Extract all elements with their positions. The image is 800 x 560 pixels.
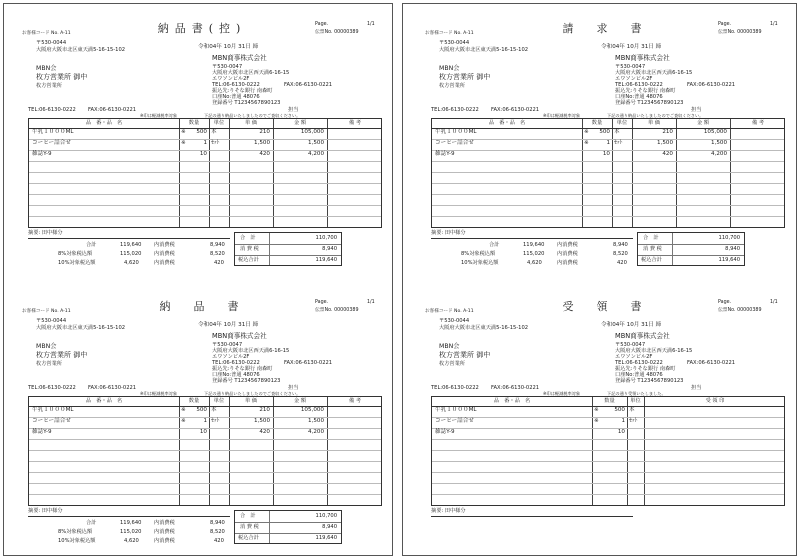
r10-value: 4,620 — [527, 260, 542, 266]
customer-address: 大阪府大阪市北区東天満5-16-15-102 — [36, 325, 126, 331]
item-name: 牛乳１０００ML — [435, 407, 477, 413]
sender-company: MBN商事株式会社 — [212, 54, 267, 62]
sender-fax: FAX:06-6130-0221 — [284, 82, 333, 88]
remark: 摘要: 田中様分 — [431, 508, 466, 514]
column-header: 品 番・品 名 — [493, 398, 531, 404]
item-price: 210 — [259, 407, 270, 413]
item-amount: 105,000 — [703, 129, 727, 135]
r10-tax: 420 — [214, 538, 224, 544]
r8-tax: 8,520 — [613, 251, 628, 257]
item-qty: 10 — [199, 151, 207, 157]
column-header: 単位 — [213, 120, 225, 126]
customer-fax: FAX:06-6130-0221 — [491, 385, 540, 391]
r8-tax-label: 内消費税 — [154, 251, 175, 257]
sender-tel: TEL:06-6130-0222 — [615, 360, 663, 366]
sender-fax: FAX:06-6130-0221 — [687, 360, 736, 366]
customer-honorific: 枚方営業所 御中 — [36, 351, 88, 359]
column-header: 数量 — [188, 120, 200, 126]
slip-number: 伝票No. 00000389 — [718, 30, 762, 35]
box-incl-label: 税込合計 — [238, 535, 259, 541]
item-amount: 4,200 — [307, 151, 324, 157]
sum-value: 119,640 — [120, 520, 142, 526]
column-header: 数量 — [591, 120, 603, 126]
customer-branch: 枚方営業所 — [439, 361, 465, 367]
column-header: 数量 — [188, 398, 200, 404]
sender-account: 口座No:普通 48076 — [212, 94, 260, 100]
page-value: 1/1 — [770, 300, 778, 305]
item-qty: 10 — [199, 429, 207, 435]
staff-label: 担当 — [691, 385, 702, 391]
reduced-mark: ※ — [594, 418, 599, 424]
reduced-mark: ※ — [584, 129, 589, 135]
box-tax: 8,940 — [322, 246, 337, 252]
sender-registration: 登録番号 T1234567890123 — [615, 378, 684, 384]
delivery-note: 下記の通り納品いたしましたのでご査収ください。 — [204, 113, 301, 118]
customer-branch: 枚方営業所 — [36, 83, 62, 89]
sum-tax: 8,940 — [613, 242, 628, 248]
column-header: 単 価 — [244, 120, 258, 126]
column-header: 受 領 印 — [705, 398, 725, 404]
customer-tel: TEL:06-6130-0222 — [28, 107, 76, 113]
item-amount: 105,000 — [300, 407, 324, 413]
item-name: 雑誌Y-9 — [435, 151, 455, 157]
staff-label: 担当 — [691, 107, 702, 113]
box-incl: 119,640 — [315, 257, 337, 263]
column-header: 品 番・品 名 — [85, 120, 123, 126]
item-qty: 10 — [617, 429, 625, 435]
item-amount: 105,000 — [300, 129, 324, 135]
reduced-mark: ※ — [181, 407, 186, 413]
column-header: 単位 — [630, 398, 641, 404]
customer-branch: 枚方営業所 — [439, 83, 465, 89]
item-name: 雑誌Y-9 — [435, 429, 455, 435]
item-unit: 本 — [211, 129, 217, 135]
sender-account: 口座No:普通 48076 — [615, 372, 663, 378]
customer-tel: TEL:06-6130-0222 — [431, 385, 479, 391]
column-header: 数量 — [604, 398, 615, 404]
column-header: 単 価 — [647, 120, 661, 126]
item-qty: 500 — [614, 407, 625, 413]
item-name: コーヒー詰合せ — [32, 418, 71, 424]
column-header: 単 価 — [244, 398, 258, 404]
column-header: 品 番・品 名 — [488, 120, 526, 126]
sender-bank: 振込先:りそな銀行 南森町 — [615, 366, 676, 372]
r8-label: 8%対象税込額 — [58, 251, 93, 257]
reduced-mark: ※ — [584, 140, 589, 146]
customer-zip: 〒530-0044 — [439, 40, 470, 46]
doc-title: 納品書(控) — [157, 22, 247, 35]
item-name: 牛乳１０００ML — [32, 407, 74, 413]
box-incl: 119,640 — [718, 257, 740, 263]
reduced-mark: ※ — [181, 418, 186, 424]
r8-tax-label: 内消費税 — [557, 251, 578, 257]
slip-number: 伝票No. 00000389 — [315, 30, 359, 35]
page-value: 1/1 — [367, 22, 375, 27]
customer-honorific: 枚方営業所 御中 — [36, 73, 88, 81]
box-tax-label: 消 費 税 — [240, 524, 259, 530]
sender-zip: 〒530-0047 — [212, 64, 243, 70]
item-price: 210 — [662, 129, 673, 135]
item-amount: 1,500 — [710, 140, 727, 146]
r10-tax-label: 内消費税 — [557, 260, 578, 266]
reduced-mark: ※ — [181, 140, 186, 146]
sender-address: 大阪府大阪市北区西天満6-16-15 — [615, 348, 693, 354]
sender-zip: 〒530-0047 — [615, 342, 646, 348]
box-incl-label: 税込合計 — [641, 257, 662, 263]
issue-date: 令和04年 10月 31日 締 — [601, 322, 662, 328]
sender-registration: 登録番号 T1234567890123 — [212, 378, 281, 384]
item-name: 牛乳１０００ML — [32, 129, 74, 135]
r8-value: 115,020 — [120, 251, 142, 257]
sender-company: MBN商事株式会社 — [212, 332, 267, 340]
sender-tel: TEL:06-6130-0222 — [212, 360, 260, 366]
remark: 摘要: 田中様分 — [28, 230, 63, 236]
reduced-rate-note: ※印は軽減税率対象 — [140, 391, 178, 396]
r8-value: 115,020 — [523, 251, 545, 257]
sum-value: 119,640 — [523, 242, 545, 248]
item-price: 420 — [662, 151, 673, 157]
r8-label: 8%対象税込額 — [58, 529, 93, 535]
item-unit: 本 — [614, 129, 620, 135]
page-label: Page. — [315, 22, 329, 27]
item-qty: 1 — [203, 418, 207, 424]
item-name: コーヒー詰合せ — [435, 418, 474, 424]
customer-tel: TEL:06-6130-0222 — [28, 385, 76, 391]
sender-fax: FAX:06-6130-0221 — [284, 360, 333, 366]
sender-address: 大阪府大阪市北区西天満6-16-15 — [212, 70, 290, 76]
customer-zip: 〒530-0044 — [36, 40, 67, 46]
sender-registration: 登録番号 T1234567890123 — [212, 100, 281, 106]
item-name: 牛乳１０００ML — [435, 129, 477, 135]
sum-tax: 8,940 — [210, 242, 225, 248]
item-amount: 1,500 — [307, 140, 324, 146]
r10-tax: 420 — [214, 260, 224, 266]
item-amount: 4,200 — [710, 151, 727, 157]
staff-label: 担当 — [288, 107, 299, 113]
page-label: Page. — [315, 300, 329, 305]
sender-zip: 〒530-0047 — [615, 64, 646, 70]
sum-tax-label: 内消費税 — [154, 242, 175, 248]
column-header: 単位 — [213, 398, 225, 404]
column-header: 備 考 — [751, 120, 765, 126]
sender-account: 口座No:普通 48076 — [212, 372, 260, 378]
item-unit: ｾｯﾄ — [211, 140, 220, 146]
customer-honorific: 枚方営業所 御中 — [439, 73, 491, 81]
column-header: 金 額 — [293, 120, 307, 126]
sender-company: MBN商事株式会社 — [615, 54, 670, 62]
item-name: コーヒー詰合せ — [435, 140, 474, 146]
delivery-note: 下記の通り受領いたしました。 — [607, 391, 666, 396]
sender-company: MBN商事株式会社 — [615, 332, 670, 340]
delivery-note: 下記の通り納品いたしましたのでご査収ください。 — [607, 113, 704, 118]
customer-fax: FAX:06-6130-0221 — [88, 385, 137, 391]
item-name: 雑誌Y-9 — [32, 429, 52, 435]
r8-tax: 8,520 — [210, 251, 225, 257]
box-total: 110,700 — [718, 235, 740, 241]
r8-label: 8%対象税込額 — [461, 251, 496, 257]
r10-tax-label: 内消費税 — [154, 260, 175, 266]
customer-branch: 枚方営業所 — [36, 361, 62, 367]
item-unit: ｾｯﾄ — [614, 140, 623, 146]
sender-zip: 〒530-0047 — [212, 342, 243, 348]
r10-label: 10%対象税込額 — [58, 260, 96, 266]
item-price: 1,500 — [253, 418, 270, 424]
customer-code: お客様コード No. A-11 — [425, 31, 474, 36]
items-table — [28, 396, 382, 506]
sender-tel: TEL:06-6130-0222 — [212, 82, 260, 88]
staff-label: 担当 — [288, 385, 299, 391]
sum-tax-label: 内消費税 — [557, 242, 578, 248]
item-unit: 本 — [629, 407, 635, 413]
doc-title: 納 品 書 — [159, 300, 245, 313]
r10-value: 4,620 — [124, 538, 139, 544]
customer-fax: FAX:06-6130-0221 — [88, 107, 137, 113]
sender-building: エワソンビル2F — [212, 354, 250, 360]
slip-br — [425, 286, 785, 552]
sender-building: エワソンビル2F — [212, 76, 250, 82]
doc-title: 受 領 書 — [562, 300, 648, 313]
item-price: 1,500 — [656, 140, 673, 146]
slip-tl — [22, 8, 382, 274]
r10-tax-label: 内消費税 — [154, 538, 175, 544]
remark-line — [28, 238, 230, 239]
page-value: 1/1 — [770, 22, 778, 27]
customer-address: 大阪府大阪市北区東天満5-16-15-102 — [439, 47, 529, 53]
slip-number: 伝票No. 00000389 — [315, 308, 359, 313]
r10-value: 4,620 — [124, 260, 139, 266]
page-label: Page. — [718, 22, 732, 27]
customer-tel: TEL:06-6130-0222 — [431, 107, 479, 113]
box-total-label: 合 計 — [240, 513, 256, 519]
issue-date: 令和04年 10月 31日 締 — [198, 322, 259, 328]
item-name: コーヒー詰合せ — [32, 140, 71, 146]
box-incl-label: 税込合計 — [238, 257, 259, 263]
box-incl: 119,640 — [315, 535, 337, 541]
item-qty: 500 — [196, 407, 207, 413]
remark: 摘要: 田中様分 — [431, 230, 466, 236]
remark-line — [28, 516, 230, 517]
item-price: 210 — [259, 129, 270, 135]
sender-address: 大阪府大阪市北区西天満6-16-15 — [615, 70, 693, 76]
item-amount: 4,200 — [307, 429, 324, 435]
remark-line — [431, 516, 633, 517]
item-qty: 1 — [621, 418, 625, 424]
slip-bl — [22, 286, 382, 552]
customer-address: 大阪府大阪市北区東天満5-16-15-102 — [439, 325, 529, 331]
sender-bank: 振込先:りそな銀行 南森町 — [212, 366, 273, 372]
r8-value: 115,020 — [120, 529, 142, 535]
sum-value: 119,640 — [120, 242, 142, 248]
box-tax-label: 消 費 税 — [643, 246, 662, 252]
reduced-rate-note: ※印は軽減税率対象 — [140, 113, 178, 118]
delivery-note: 下記の通り納品いたしましたのでご査収ください。 — [204, 391, 301, 396]
column-header: 単位 — [616, 120, 628, 126]
item-qty: 1 — [203, 140, 207, 146]
column-header: 備 考 — [348, 398, 362, 404]
item-price: 1,500 — [253, 140, 270, 146]
sender-fax: FAX:06-6130-0221 — [687, 82, 736, 88]
customer-code: お客様コード No. A-11 — [22, 31, 71, 36]
page-value: 1/1 — [367, 300, 375, 305]
sum-label: 合計 — [86, 242, 97, 248]
items-table — [28, 118, 382, 228]
r8-tax: 8,520 — [210, 529, 225, 535]
item-unit: ｾｯﾄ — [211, 418, 220, 424]
box-tax: 8,940 — [322, 524, 337, 530]
customer-code: お客様コード No. A-11 — [425, 309, 474, 314]
customer-zip: 〒530-0044 — [36, 318, 67, 324]
customer-fax: FAX:06-6130-0221 — [491, 107, 540, 113]
sender-registration: 登録番号 T1234567890123 — [615, 100, 684, 106]
customer-name: MBN会 — [36, 65, 57, 72]
customer-address: 大阪府大阪市北区東天満5-16-15-102 — [36, 47, 126, 53]
slip-number: 伝票No. 00000389 — [718, 308, 762, 313]
sender-building: エワソンビル2F — [615, 354, 653, 360]
box-tax-label: 消 費 税 — [240, 246, 259, 252]
reduced-rate-note: ※印は軽減税率対象 — [543, 113, 581, 118]
item-qty: 10 — [602, 151, 610, 157]
page-label: Page. — [718, 300, 732, 305]
column-header: 備 考 — [348, 120, 362, 126]
issue-date: 令和04年 10月 31日 締 — [198, 44, 259, 50]
box-total: 110,700 — [315, 235, 337, 241]
reduced-mark: ※ — [181, 129, 186, 135]
sender-building: エワソンビル2F — [615, 76, 653, 82]
total-box — [637, 232, 745, 266]
total-box — [234, 232, 342, 266]
customer-zip: 〒530-0044 — [439, 318, 470, 324]
sender-bank: 振込先:りそな銀行 南森町 — [615, 88, 676, 94]
sender-bank: 振込先:りそな銀行 南森町 — [212, 88, 273, 94]
sum-label: 合計 — [489, 242, 500, 248]
customer-name: MBN会 — [36, 343, 57, 350]
item-qty: 1 — [606, 140, 610, 146]
sender-tel: TEL:06-6130-0222 — [615, 82, 663, 88]
box-total-label: 合 計 — [643, 235, 659, 241]
item-amount: 1,500 — [307, 418, 324, 424]
item-qty: 500 — [196, 129, 207, 135]
total-box — [234, 510, 342, 544]
sender-address: 大阪府大阪市北区西天満6-16-15 — [212, 348, 290, 354]
box-total-label: 合 計 — [240, 235, 256, 241]
sum-tax-label: 内消費税 — [154, 520, 175, 526]
items-table — [431, 396, 785, 506]
item-price: 420 — [259, 151, 270, 157]
sum-tax: 8,940 — [210, 520, 225, 526]
remark: 摘要: 田中様分 — [28, 508, 63, 514]
r10-label: 10%対象税込額 — [58, 538, 96, 544]
items-table — [431, 118, 785, 228]
item-price: 420 — [259, 429, 270, 435]
box-total: 110,700 — [315, 513, 337, 519]
remark-line — [431, 238, 633, 239]
item-unit: 本 — [211, 407, 217, 413]
column-header: 金 額 — [293, 398, 307, 404]
r10-label: 10%対象税込額 — [461, 260, 499, 266]
sum-label: 合計 — [86, 520, 97, 526]
slip-tr — [425, 8, 785, 274]
customer-code: お客様コード No. A-11 — [22, 309, 71, 314]
column-header: 金 額 — [696, 120, 710, 126]
item-unit: ｾｯﾄ — [629, 418, 638, 424]
customer-name: MBN会 — [439, 343, 460, 350]
box-tax: 8,940 — [725, 246, 740, 252]
doc-title: 請 求 書 — [562, 22, 648, 35]
reduced-mark: ※ — [594, 407, 599, 413]
reduced-rate-note: ※印は軽減税率対象 — [543, 391, 581, 396]
issue-date: 令和04年 10月 31日 締 — [601, 44, 662, 50]
customer-honorific: 枚方営業所 御中 — [439, 351, 491, 359]
column-header: 品 番・品 名 — [85, 398, 123, 404]
item-qty: 500 — [599, 129, 610, 135]
r10-tax: 420 — [617, 260, 627, 266]
item-name: 雑誌Y-9 — [32, 151, 52, 157]
customer-name: MBN会 — [439, 65, 460, 72]
sender-account: 口座No:普通 48076 — [615, 94, 663, 100]
r8-tax-label: 内消費税 — [154, 529, 175, 535]
